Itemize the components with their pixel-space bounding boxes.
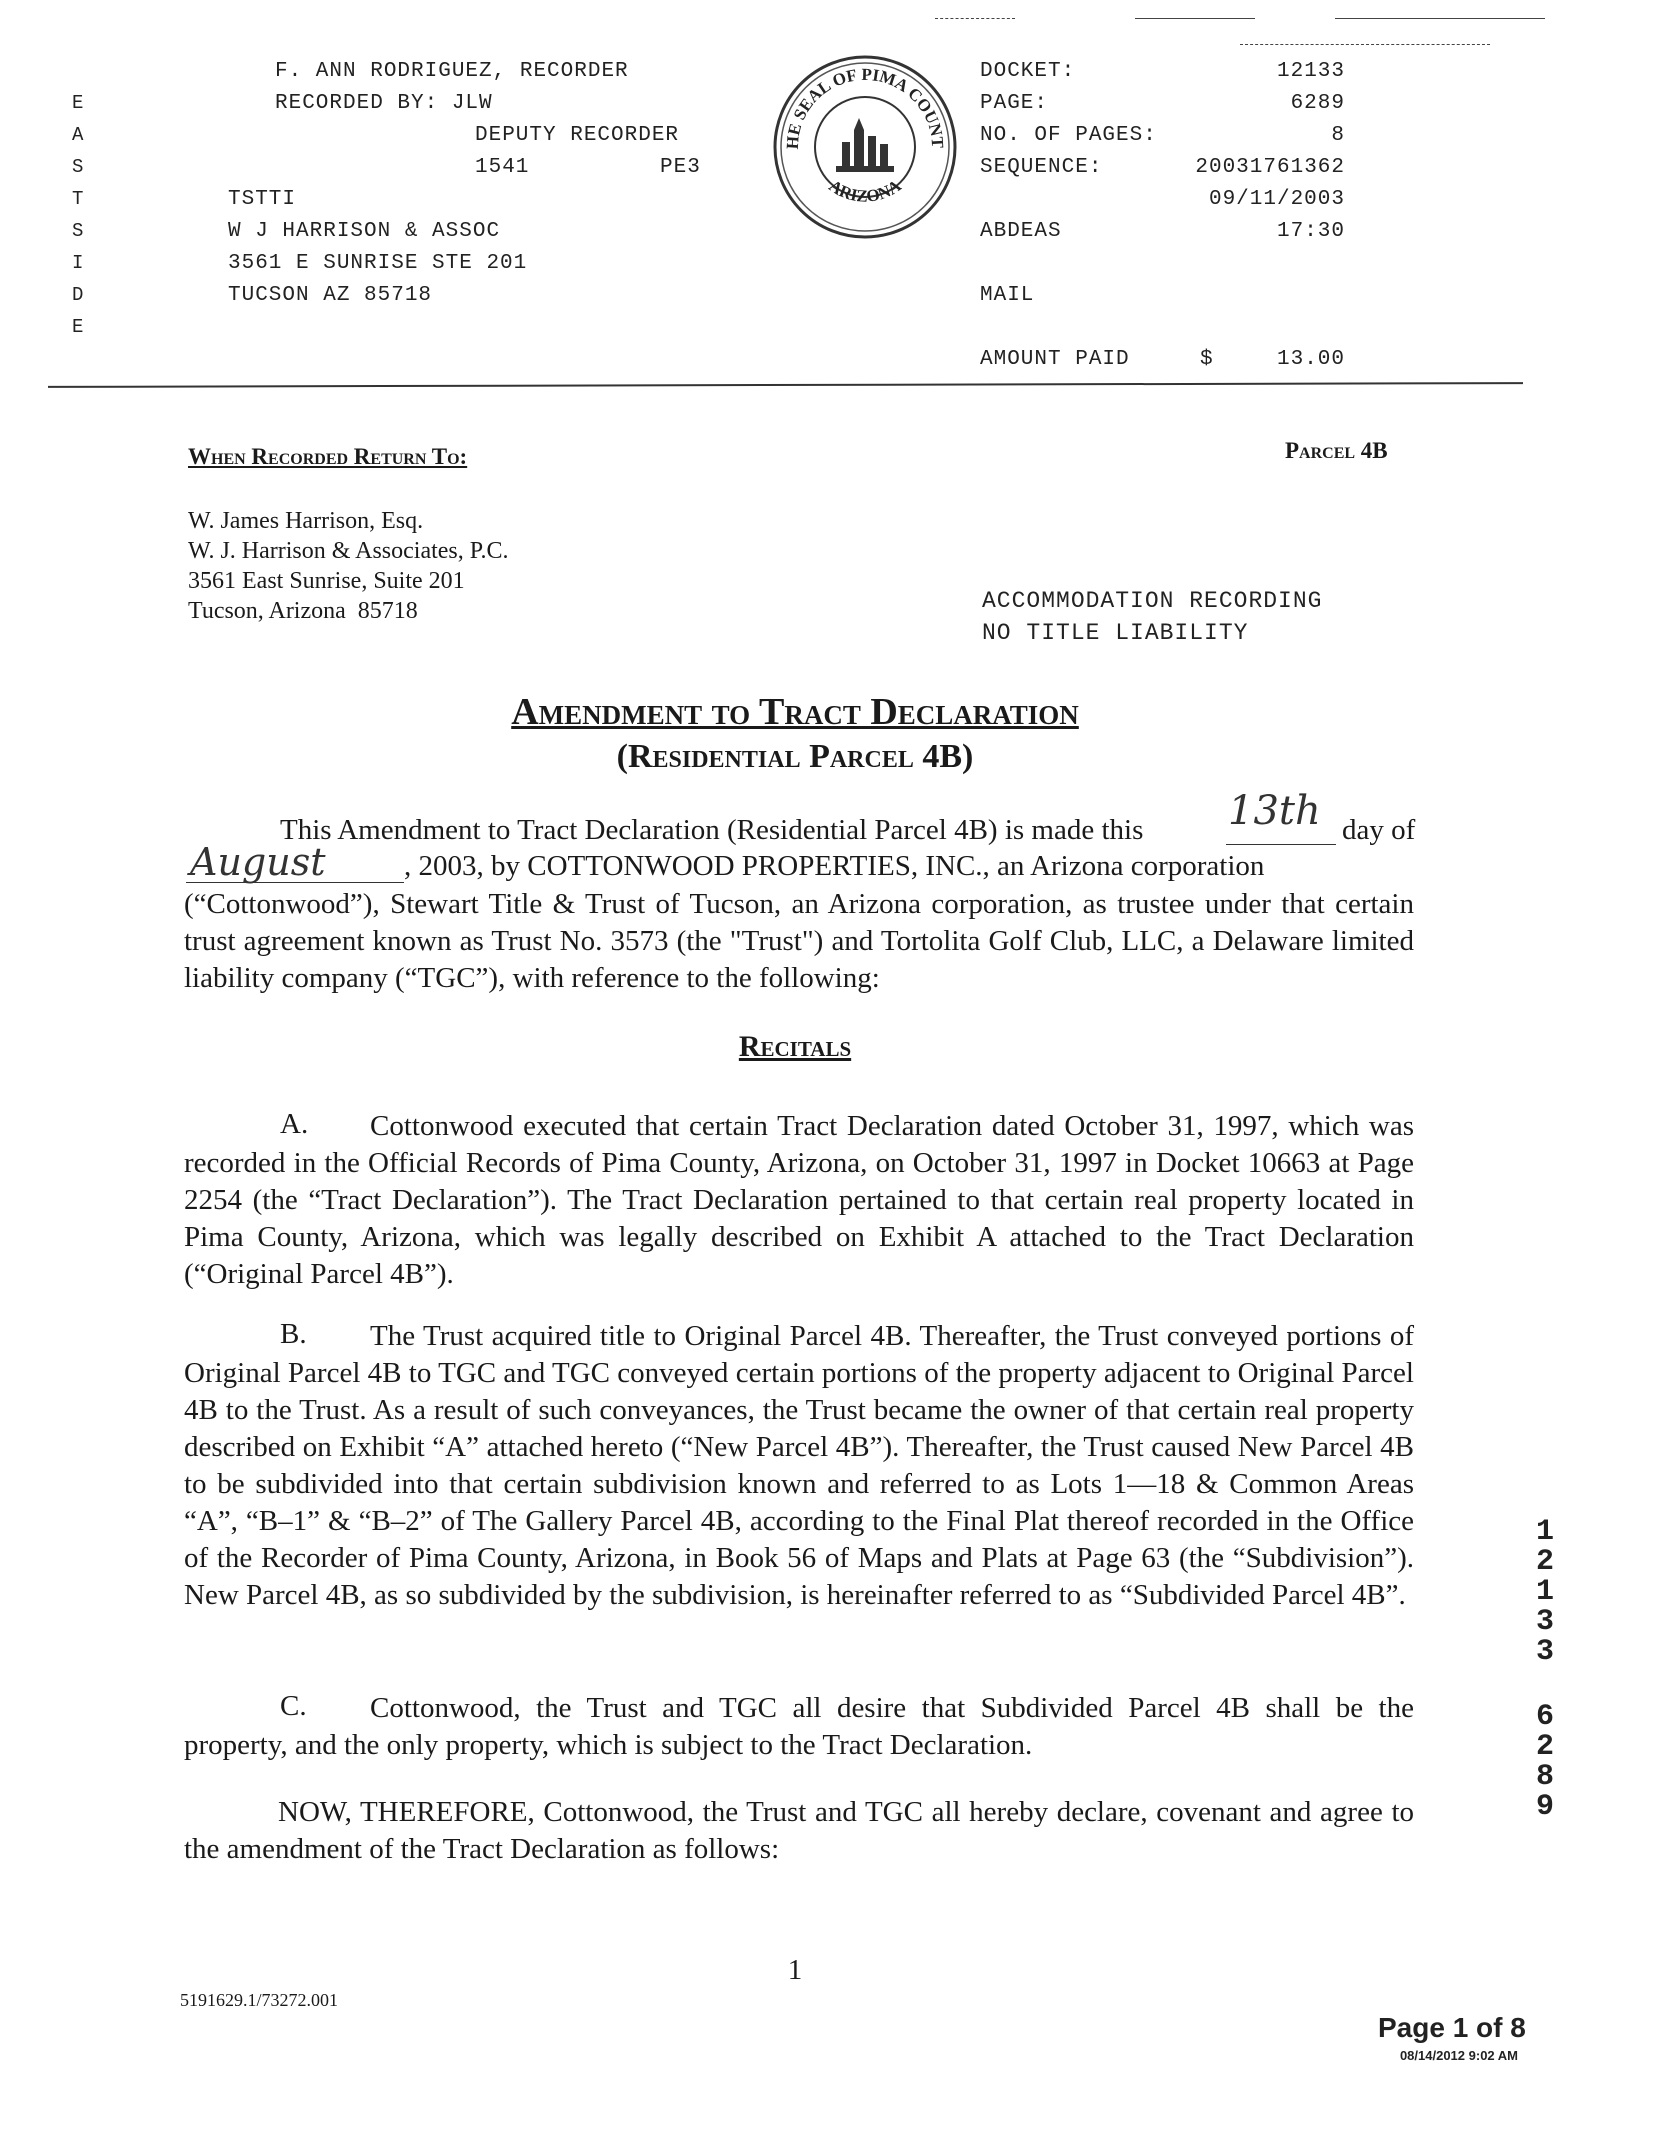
amount-paid-value: 13.00 <box>1276 348 1345 371</box>
seal-text-bottom: ARIZONA <box>825 175 905 206</box>
page-number: 1 <box>787 1954 803 1986</box>
sequence-label: SEQUENCE: <box>980 156 1103 179</box>
handwritten-month: August <box>190 840 326 884</box>
code-pe3: PE3 <box>660 156 701 179</box>
print-timestamp: 08/14/2012 9:02 AM <box>1399 2048 1518 2063</box>
code-tstti: TSTTI <box>228 188 297 211</box>
month-underline <box>186 882 404 883</box>
return-line: W. James Harrison, Esq. <box>188 508 424 534</box>
intro-line-2: , 2003, by COTTONWOOD PROPERTIES, INC., an Arizona corporation <box>404 850 1265 882</box>
intro-paragraph: (“Cottonwood”), Stewart Title & Trust of Tucson, an Arizona corporation, as trustee under that certain trust agreement known as Trust No. 3573 (the "Trust") and Tortolita Golf Club, LLC, a Delaware limited liability company (“TGC”), with reference to the following: <box>184 888 1414 994</box>
recorded-by: RECORDED BY: JLW <box>275 92 493 115</box>
record-date: 09/11/2003 <box>1208 188 1345 211</box>
recitals-heading: Recitals <box>738 1030 852 1063</box>
accommodation-recording: ACCOMMODATION RECORDING <box>982 588 1323 614</box>
amount-currency: $ <box>1200 348 1214 371</box>
document-subtitle: (Residential Parcel 4B) <box>616 738 974 775</box>
record-time: 17:30 <box>1276 220 1345 243</box>
county-seal <box>770 52 960 242</box>
amount-paid-label: AMOUNT PAID <box>980 348 1130 371</box>
page-label: PAGE: <box>980 92 1049 115</box>
handwritten-day: 13th <box>1228 788 1321 834</box>
mail-label: MAIL <box>980 284 1035 307</box>
scan-mark <box>1135 18 1255 19</box>
return-to-label: When Recorded Return To: <box>188 444 468 469</box>
docket-label: DOCKET: <box>980 60 1076 83</box>
address-line-1: 3561 E SUNRISE STE 201 <box>228 252 528 275</box>
return-line: Tucson, Arizona 85718 <box>188 598 418 624</box>
page-of-total: Page 1 of 8 <box>1378 2012 1526 2043</box>
stamp-bottom-rule <box>48 382 1523 388</box>
num-pages-label: NO. OF PAGES: <box>980 124 1157 147</box>
document-title: Amendment to Tract Declaration <box>511 691 1079 733</box>
addressee: W J HARRISON & ASSOC <box>228 220 501 243</box>
recorder-name: F. ANN RODRIGUEZ, RECORDER <box>275 60 629 83</box>
num-pages-value: 8 <box>1331 124 1345 147</box>
deputy-recorder: DEPUTY RECORDER <box>475 124 680 147</box>
scan-mark <box>935 18 1015 19</box>
address-line-2: TUCSON AZ 85718 <box>228 284 433 307</box>
scan-mark <box>1240 44 1490 45</box>
parcel-label: Parcel 4B <box>1285 438 1388 463</box>
seal-text-top: HE SEAL OF PIMA COUNT <box>782 64 948 150</box>
code-1541: 1541 <box>475 156 530 179</box>
abdeas-label: ABDEAS <box>980 220 1062 243</box>
recital-letter: A. <box>280 1108 309 1140</box>
intro-line-1: This Amendment to Tract Declaration (Residential Parcel 4B) is made this <box>280 814 1144 846</box>
recital-text: Cottonwood executed that certain Tract Declaration dated October 31, 1997, which was recorded in the Official Records of Pima County, Arizona, on October 31, 1997 in Docket 10663 at Page 2254 (the “Tract Declaration”). The Tract Declaration pertained to that certain real property located in Pima County, Arizona, which was legally described on Exhibit A attached to the Tract Declaration (“Original Parcel 4B”). <box>184 1110 1414 1290</box>
recital-letter: B. <box>280 1318 307 1350</box>
document-id: 5191629.1/73272.001 <box>180 1990 339 2010</box>
intro-day-of: day of <box>1342 814 1416 846</box>
scan-mark <box>1335 18 1545 19</box>
recital-text: The Trust acquired title to Original Parcel 4B. Thereafter, the Trust conveyed portions of Original Parcel 4B to TGC and TGC conveyed certain portions of the property adjacent to Original Parcel 4B to the Trust. As a result of such conveyances, the Trust became the owner of that certain real property described on Exhibit “A” attached hereto (“New Parcel 4B”). Thereafter, the Trust caused New Parcel 4B to be subdivided into that certain subdivision known and referred to as Lots 1—18 & Common Areas “A”, “B–1” & “B–2” of The Gallery Parcel 4B, according to the Final Plat thereof recorded in the Office of the Recorder of Pima County, Arizona, in Book 56 of Maps and Plats at Page 63 (the “Subdivision”). New Parcel 4B, as so subdivided by the subdivision, is hereinafter referred to as “Subdivided Parcel 4B”. <box>184 1320 1414 1611</box>
recital-letter: C. <box>280 1690 307 1722</box>
docket-value: 12133 <box>1276 60 1345 83</box>
no-title-liability: NO TITLE LIABILITY <box>982 620 1249 646</box>
recital-text: Cottonwood, the Trust and TGC all desire that Subdivided Parcel 4B shall be the property, and the only property, which is subject to the Tract Declaration. <box>184 1692 1414 1761</box>
sequence-value: 20031761362 <box>1195 156 1345 179</box>
now-therefore-paragraph: NOW, THEREFORE, Cottonwood, the Trust and TGC all hereby declare, covenant and agree to the amendment of the Tract Declaration as follows: <box>184 1796 1414 1865</box>
seal-graphic <box>770 52 960 242</box>
return-line: W. J. Harrison & Associates, P.C. <box>188 538 509 564</box>
page-value: 6289 <box>1290 92 1345 115</box>
return-line: 3561 East Sunrise, Suite 201 <box>188 568 465 594</box>
day-underline <box>1226 844 1336 845</box>
